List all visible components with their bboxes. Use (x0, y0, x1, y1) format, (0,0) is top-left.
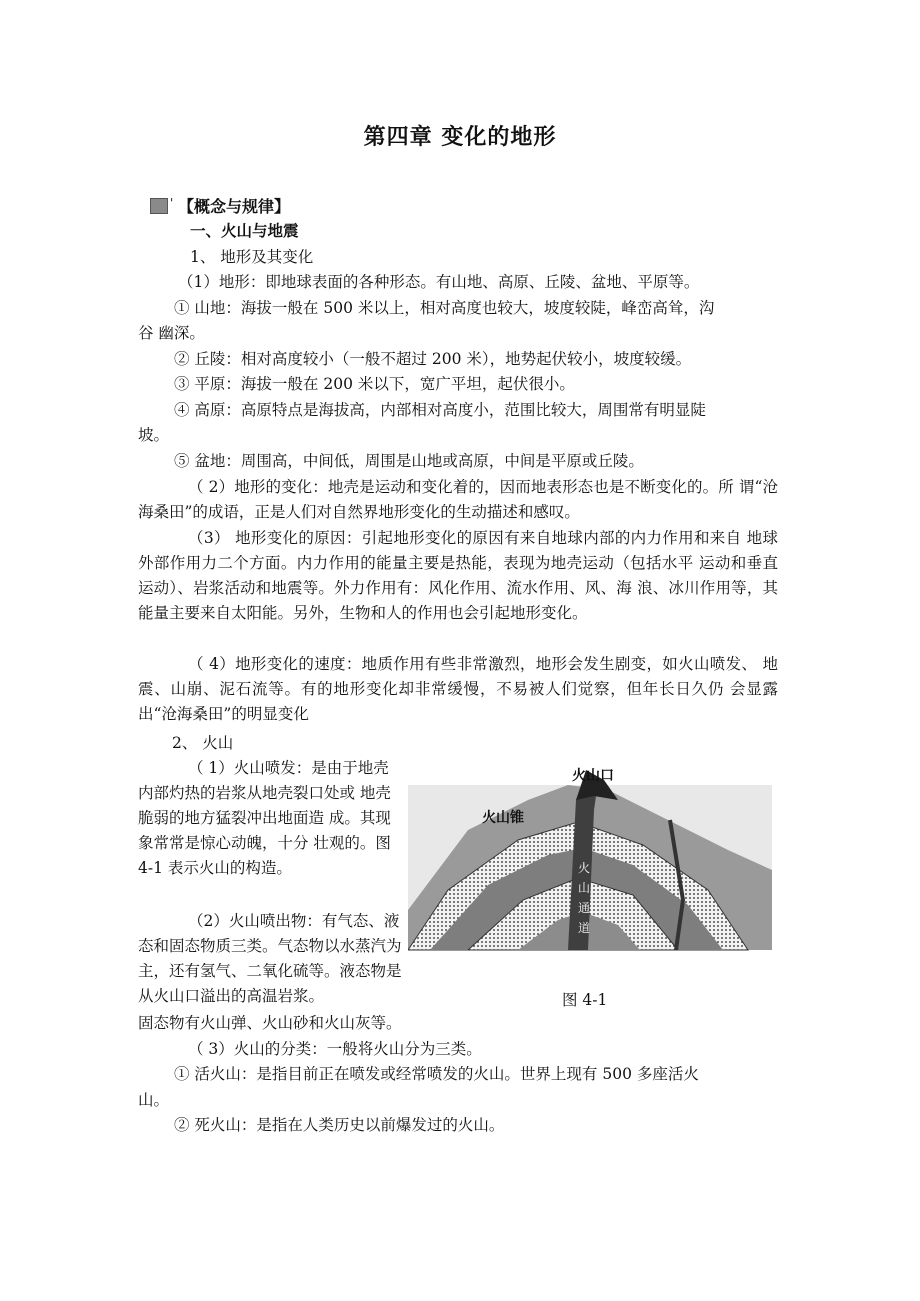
paragraph: （ 1）火山喷发：是由于地壳 内部灼热的岩浆从地壳裂口处或 地壳脆弱的地方猛裂冲出地面造 成。其现象常常是惊心动魄，十分 壮观的。图 4-1 表示火山的构造。 (138, 759, 391, 877)
paragraph: （1）地形：即地球表面的各种形态。有山地、高原、丘陵、盆地、平原等。 (178, 273, 700, 291)
paragraph: （3） 地形变化的原因：引起地形变化的原因有来自地球内部的内力作用和来自 地球外部作用力二个方面。内力作用的能量主要是热能，表现为地壳运动（包括水平 运动和垂直运动）、岩浆活动和地震等。外力作用有：风化作用、流水作用、风、海 浪、冰川作用等，其能量主要来自太阳能。另外，生物和人的作用也会引起地形变化。 (138, 529, 778, 622)
volcano-diagram (408, 760, 772, 960)
paragraph: ① 活火山：是指目前正在喷发或经常喷发的火山。世界上现有 500 多座活火 (174, 1065, 699, 1083)
paragraph: ② 丘陵：相对高度较小（一般不超过 200 米），地势起伏较小，坡度较缓。 (174, 350, 692, 368)
section-marker-icon (150, 198, 168, 214)
label-conduit: 火 (578, 861, 591, 875)
label-conduit: 通 (578, 901, 591, 915)
paragraph: 谷 幽深。 (138, 324, 205, 342)
paragraph: （2）火山喷出物：有气态、液态和固态物质三类。气态物以水蒸汽为主，还有氢气、二氧化硫等。液态物是从火山口溢出的高温岩浆。 (138, 912, 402, 1005)
figure-caption: 图 4-1 (562, 991, 608, 1009)
label-crater: 火山口 (572, 768, 614, 784)
paragraph: 坡。 (138, 426, 170, 444)
chapter-title: 第四章 变化的地形 (363, 125, 557, 150)
paragraph: ① 山地：海拔一般在 500 米以上，相对高度也较大，坡度较陡，峰峦高耸，沟 (174, 299, 715, 317)
label-conduit: 道 (578, 921, 591, 935)
label-cone: 火山锥 (482, 810, 524, 826)
subsection-heading: 一、火山与地震 (190, 222, 299, 240)
paragraph: 固态物有火山弹、火山砂和火山灰等。 (138, 1014, 402, 1032)
paragraph: ④ 高原：高原特点是海拔高，内部相对高度小，范围比较大，周围常有明显陡 (174, 401, 706, 419)
paragraph: （ 2）地形的变化：地壳是运动和变化着的，因而地表形态也是不断变化的。所 谓“沧海桑田”的成语，正是人们对自然界地形变化的生动描述和感叹。 (138, 478, 778, 521)
marker-tick: ' (170, 196, 174, 210)
item-heading-2: 2、 火山 (172, 734, 234, 752)
paragraph: （ 4）地形变化的速度：地质作用有些非常激烈，地形会发生剧变，如火山喷发、 地震、山崩、泥石流等。有的地形变化却非常缓慢，不易被人们觉察，但年长日久仍 会显露出“沧海桑田”的明显变化 (138, 655, 778, 723)
label-conduit: 山 (578, 881, 591, 895)
paragraph: ⑤ 盆地：周围高，中间低，周围是山地或高原，中间是平原或丘陵。 (174, 452, 644, 470)
paragraph: ③ 平原：海拔一般在 200 米以下，宽广平坦，起伏很小。 (174, 375, 575, 393)
item-heading-1: 1、 地形及其变化 (190, 248, 314, 266)
paragraph: 山。 (138, 1091, 170, 1109)
paragraph: ② 死火山：是指在人类历史以前爆发过的火山。 (174, 1116, 505, 1134)
paragraph: （ 3）火山的分类：一般将火山分为三类。 (188, 1040, 482, 1058)
section-heading: 【概念与规律】 (178, 197, 291, 216)
